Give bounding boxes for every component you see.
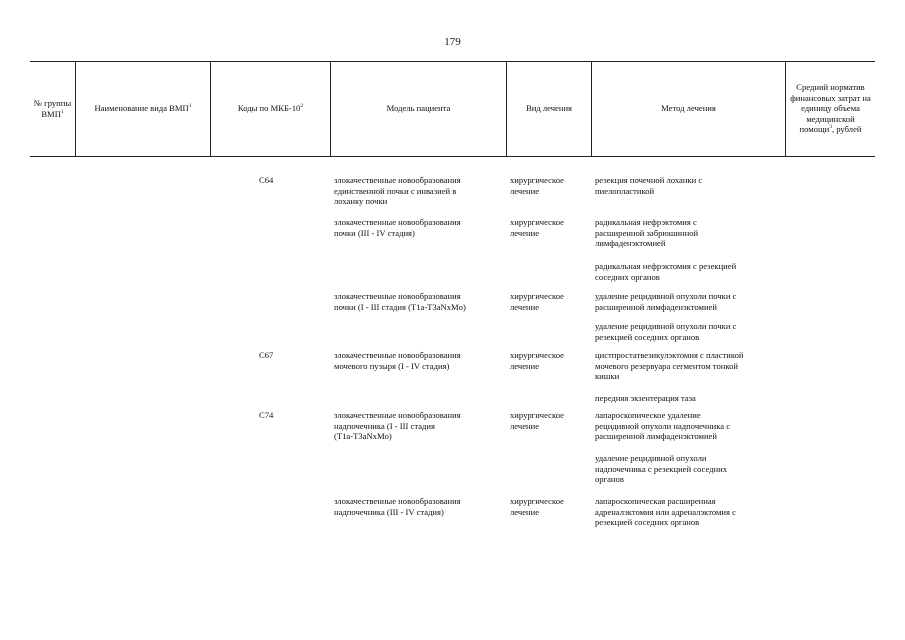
treatment-type: хирургическое лечение xyxy=(510,175,564,196)
header-average-cost-text: Средний норматив финансовых затрат на единицу объема медицинской помощи xyxy=(790,82,871,135)
header-average-cost xyxy=(786,61,875,156)
treatment-method: удаление рецидивной опухоли почки с расширенной лимфаденэктомией xyxy=(595,291,737,312)
header-icd-codes xyxy=(211,61,330,156)
header-group-number xyxy=(30,61,75,156)
header-average-cost-unit: , рублей xyxy=(831,124,862,135)
footnote-mark: 1 xyxy=(188,103,192,110)
header-treatment-type-text: Вид лечения xyxy=(525,103,573,114)
header-treatment-method xyxy=(592,61,785,156)
footnote-mark: 3 xyxy=(829,124,832,131)
treatment-type: хирургическое лечение xyxy=(510,410,564,431)
patient-model: злокачественные новообразования надпочечника (I - III стадия (T1a-T3aNxMo) xyxy=(334,410,461,442)
header-icd-codes-text: Коды по МКБ-10 xyxy=(237,103,301,114)
patient-model: злокачественные новообразования почки (III - IV стадия) xyxy=(334,217,461,238)
patient-model: злокачественные новообразования почки (I - III стадия (T1a-T3aNxMo) xyxy=(334,291,466,312)
treatment-method: цистпростатвезикулэктомия с пластикой мочевого резервуара сегментом тонкой кишки xyxy=(595,350,744,382)
header-treatment-type xyxy=(507,61,591,156)
header-patient-model-text: Модель пациента xyxy=(386,103,451,114)
treatment-method: передняя экзентерация таза xyxy=(595,393,696,403)
icd-code: C74 xyxy=(259,410,274,420)
patient-model: злокачественные новообразования единственной почки с инвазией в лоханку почки xyxy=(334,175,461,207)
treatment-method: резекция почечной лоханки с пиелопластикой xyxy=(595,175,703,196)
treatment-method: радикальная нефрэктомия с резекцией соседних органов xyxy=(595,261,737,282)
treatment-method: лапароскопическая расширенная адреналэктомия или адреналэктомия с резекцией соседних органов xyxy=(595,496,736,528)
footnote-mark: 1 xyxy=(60,108,64,115)
page-number: 179 xyxy=(444,36,461,48)
patient-model: злокачественные новообразования надпочечника (III - IV стадия) xyxy=(334,496,461,517)
treatment-type: хирургическое лечение xyxy=(510,496,564,517)
treatment-type: хирургическое лечение xyxy=(510,291,564,312)
header-vmp-name-text: Наименование вида ВМП xyxy=(94,103,189,114)
header-group-number-text: № группы ВМП xyxy=(33,97,72,119)
icd-code: C64 xyxy=(259,175,274,185)
header-patient-model xyxy=(331,61,506,156)
header-treatment-method-text: Метод лечения xyxy=(661,103,716,114)
footnote-mark: 2 xyxy=(300,103,304,110)
header-vmp-name xyxy=(76,61,210,156)
treatment-type: хирургическое лечение xyxy=(510,217,564,238)
treatment-method: радикальная нефрэктомия с расширенной забрюшинной лимфаденэктомией xyxy=(595,217,699,249)
treatment-method: лапароскопическое удаление рецидивной опухоли надпочечника с расширенной лимфаденэктомией xyxy=(595,410,731,442)
treatment-type: хирургическое лечение xyxy=(510,350,564,371)
patient-model: злокачественные новообразования мочевого пузыря (I - IV стадия) xyxy=(334,350,461,371)
icd-code: C67 xyxy=(259,350,274,360)
table-header-bottom-rule xyxy=(30,156,875,157)
treatment-method: удаление рецидивной опухоли надпочечника с резекцией соседних органов xyxy=(595,453,728,485)
treatment-method: удаление рецидивной опухоли почки с резекцией соседних органов xyxy=(595,321,737,342)
